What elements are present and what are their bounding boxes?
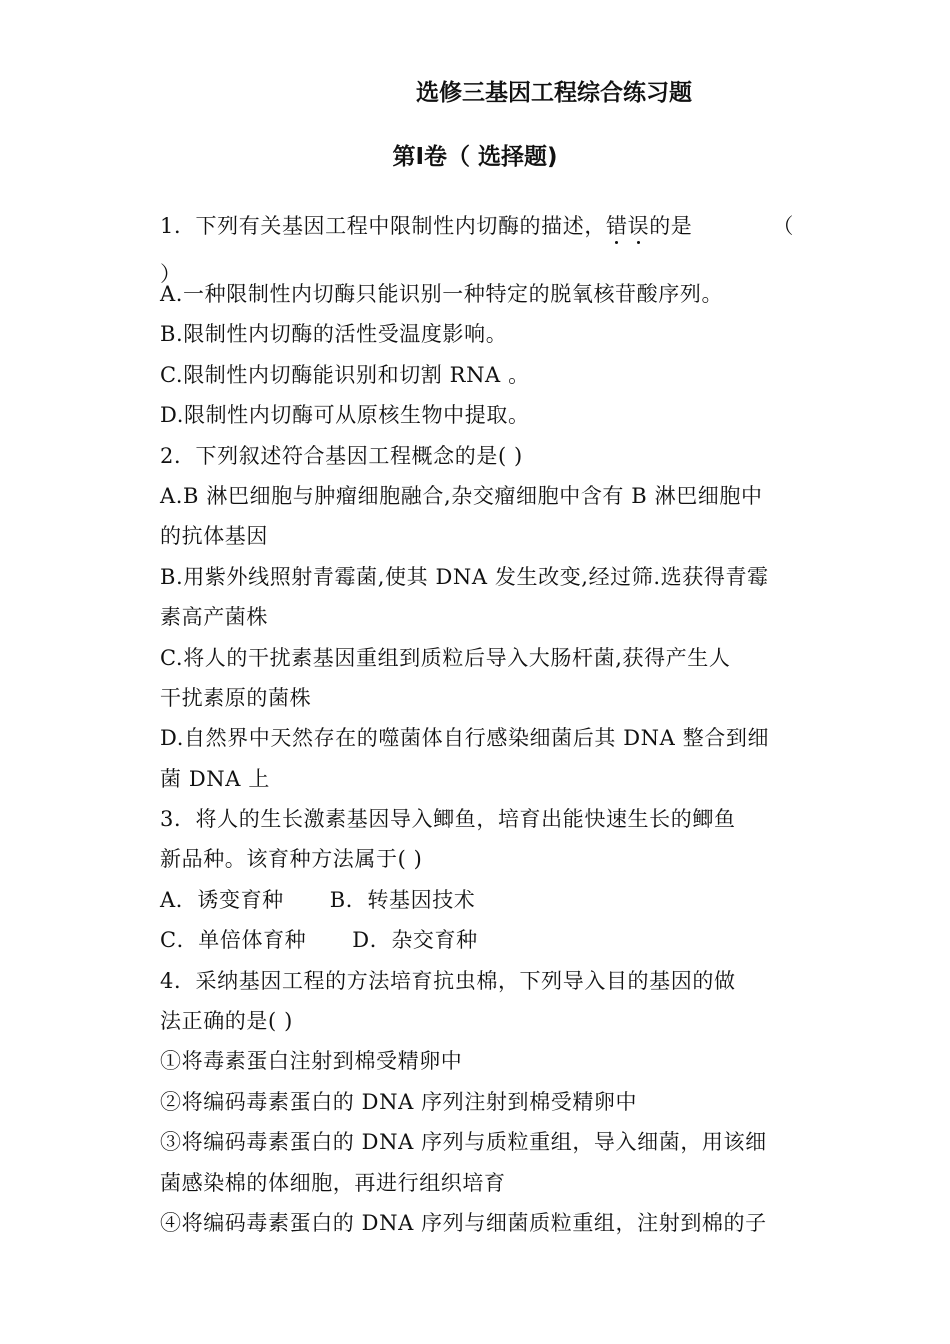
answer-paren-open: （ [772, 214, 794, 238]
answer-paren-close: ） [160, 262, 182, 286]
question-2-option-d-cont: 菌 DNA 上 [160, 766, 270, 791]
question-3-options-ab [160, 880, 800, 920]
question-4-stem: 4．采纳基因工程的方法培育抗虫棉，下列导入目的基因的做 [160, 968, 736, 993]
question-1-option-a: A.一种限制性内切酶只能识别一种特定的脱氧核苷酸序列。 [160, 282, 724, 306]
question-3-stem: 3．将人的生长激素基因导入鲫鱼，培育出能快速生长的鲫鱼 [160, 807, 736, 832]
question-2-option-c-cont: 干扰素原的菌株 [160, 685, 312, 710]
emphasis-char: 误 [628, 206, 650, 246]
question-2-option-a-cont: 的抗体基因 [160, 524, 268, 549]
question-2-option-b-cont: 素高产菌株 [160, 605, 268, 630]
section-heading: 第Ⅰ卷（ 选择题) [392, 144, 558, 170]
question-1-stem [160, 206, 800, 286]
question-3-option-a: A．诱变育种 [160, 887, 284, 912]
question-4-item-3-cont: 菌感染棉的体细胞，再进行组织培育 [160, 1170, 506, 1195]
question-3-stem-cont: 新品种。该育种方法属于( ) [160, 847, 423, 872]
question-2-option-a: A.B 淋巴细胞与肿瘤细胞融合,杂交瘤细胞中含有 B 淋巴细胞中 [160, 483, 763, 508]
question-2-option-c: C.将人的干扰素基因重组到质粒后导入大肠杆菌,获得产生人 [160, 645, 731, 670]
question-1-text: 1．下列有关基因工程中限制性内切酶的描述，错误的是 [160, 206, 692, 246]
question-2-stem: 2．下列叙述符合基因工程概念的是( ) [160, 443, 523, 468]
question-list [160, 206, 800, 1243]
emphasis-char: 错 [606, 206, 628, 246]
question-3-option-d: D．杂交育种 [352, 928, 478, 953]
question-4-item-1: ①将毒素蛋白注射到棉受精卵中 [160, 1049, 463, 1074]
question-2-option-b: B.用紫外线照射青霉菌,使其 DNA 发生改变,经过筛.选获得青霉 [160, 564, 769, 589]
question-1-option-b: B.限制性内切酶的活性受温度影响。 [160, 322, 508, 347]
question-3-options-cd [160, 920, 800, 960]
document-title: 选修三基因工程综合练习题 [416, 80, 692, 106]
question-4-item-2: ②将编码毒素蛋白的 DNA 序列注射到棉受精卵中 [160, 1089, 638, 1114]
question-4-item-4: ④将编码毒素蛋白的 DNA 序列与细菌质粒重组，注射到棉的子 [160, 1210, 767, 1235]
question-2-option-d: D.自然界中天然存在的噬菌体自行感染细菌后其 DNA 整合到细 [160, 726, 770, 751]
question-4-item-3: ③将编码毒素蛋白的 DNA 序列与质粒重组，导入细菌，用该细 [160, 1130, 767, 1155]
question-1-option-c: C.限制性内切酶能识别和切割 RNA 。 [160, 362, 530, 387]
question-4-stem-cont: 法正确的是( ) [160, 1009, 293, 1034]
question-3-option-b: B．转基因技术 [329, 887, 476, 912]
question-1-option-d: D.限制性内切酶可从原核生物中提取。 [160, 403, 530, 428]
question-3-option-c: C．单倍体育种 [160, 928, 307, 953]
